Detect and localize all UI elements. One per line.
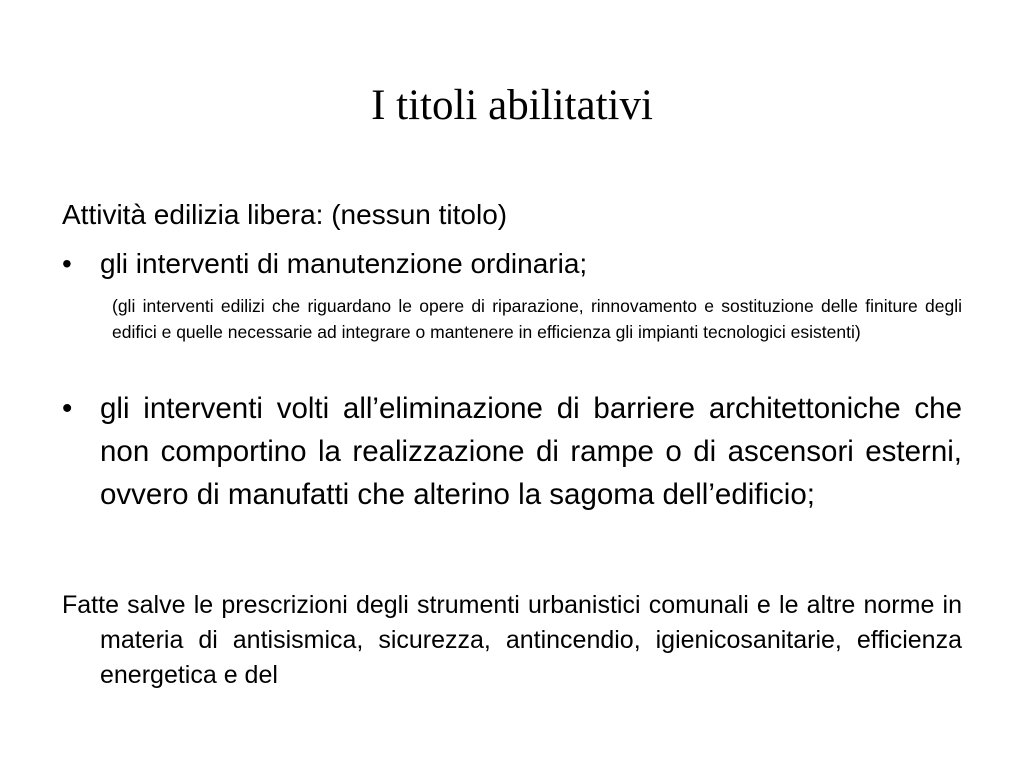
slide-title: I titoli abilitativi [371,82,653,129]
section-heading: Attività edilizia libera: (nessun titolo) [62,199,508,230]
slide-content [62,195,962,718]
closing-paragraph: Fatte salve le prescrizioni degli strumenti urbanistici comunali e le altre norme in materia di antisismica, sicurezza, antincendio, igienicosanitarie, efficienza energetica e del [62,591,962,689]
bullet-text: gli interventi volti all’eliminazione di barriere architettoniche che non comportino la realizzazione di rampe o di ascensori esterni, ovvero di manufatti che alterino la sagoma dell’edificio; [100,392,962,511]
bullet-text: gli interventi di manutenzione ordinaria; [100,248,588,279]
bullet-item-manutenzione [62,243,962,285]
bullet-marker: • [62,248,72,279]
bullet-note: (gli interventi edilizi che riguardano le opere di riparazione, rinnovamento e sostituzione delle finiture degli edifici e quelle necessarie ad integrare o mantenere in efficienza gli impianti tecnologici esistenti) [112,296,962,342]
bullet-item-barriere [62,387,962,516]
bullet-marker: • [62,392,73,425]
